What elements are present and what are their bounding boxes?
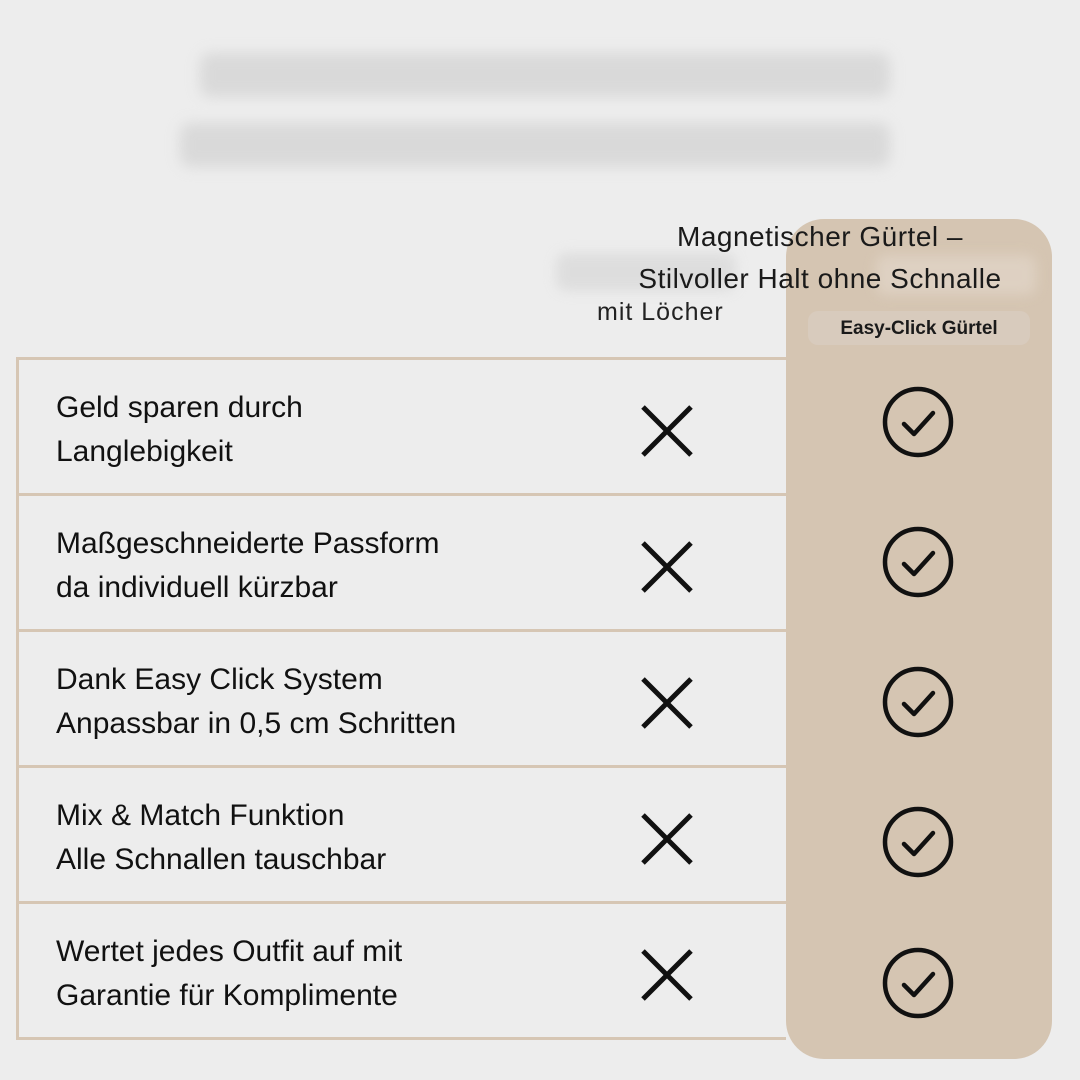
row-label bbox=[56, 386, 303, 474]
row-label-line-1: Wertet jedes Outfit auf mit bbox=[56, 935, 403, 968]
check-circle-icon bbox=[880, 524, 956, 600]
row-label-line-1: Maßgeschneiderte Passform bbox=[56, 527, 440, 560]
row-label-line-2: Garantie für Komplimente bbox=[56, 979, 398, 1012]
right-column-header: Easy-Click Gürtel bbox=[808, 311, 1030, 345]
table-row bbox=[16, 357, 786, 496]
left-column-header: mit Löcher bbox=[597, 298, 724, 326]
x-icon bbox=[639, 811, 695, 867]
page-title bbox=[600, 216, 1040, 300]
blurred-heading bbox=[170, 45, 910, 180]
x-icon bbox=[639, 403, 695, 459]
row-label bbox=[56, 930, 402, 1018]
title-line-2: Stilvoller Halt ohne Schnalle bbox=[638, 263, 1002, 294]
check-circle-icon bbox=[880, 664, 956, 740]
x-icon bbox=[639, 539, 695, 595]
table-row bbox=[16, 765, 786, 904]
table-row bbox=[16, 629, 786, 768]
row-label-line-1: Geld sparen durch bbox=[56, 391, 303, 424]
table-row bbox=[16, 493, 786, 632]
title-line-1: Magnetischer Gürtel – bbox=[677, 221, 963, 252]
comparison-table bbox=[16, 357, 786, 1040]
x-icon bbox=[639, 675, 695, 731]
row-label-line-1: Mix & Match Funktion bbox=[56, 799, 345, 832]
row-label bbox=[56, 794, 386, 882]
check-circle-icon bbox=[880, 804, 956, 880]
row-label-line-2: Langlebigkeit bbox=[56, 435, 233, 468]
row-label-line-2: Alle Schnallen tauschbar bbox=[56, 843, 387, 876]
row-label bbox=[56, 658, 456, 746]
table-row bbox=[16, 901, 786, 1040]
row-label bbox=[56, 522, 440, 610]
row-label-line-1: Dank Easy Click System bbox=[56, 663, 383, 696]
check-circle-icon bbox=[880, 945, 956, 1021]
row-label-line-2: Anpassbar in 0,5 cm Schritten bbox=[56, 707, 457, 740]
x-icon bbox=[639, 947, 695, 1003]
check-circle-icon bbox=[880, 384, 956, 460]
row-label-line-2: da individuell kürzbar bbox=[56, 571, 338, 604]
